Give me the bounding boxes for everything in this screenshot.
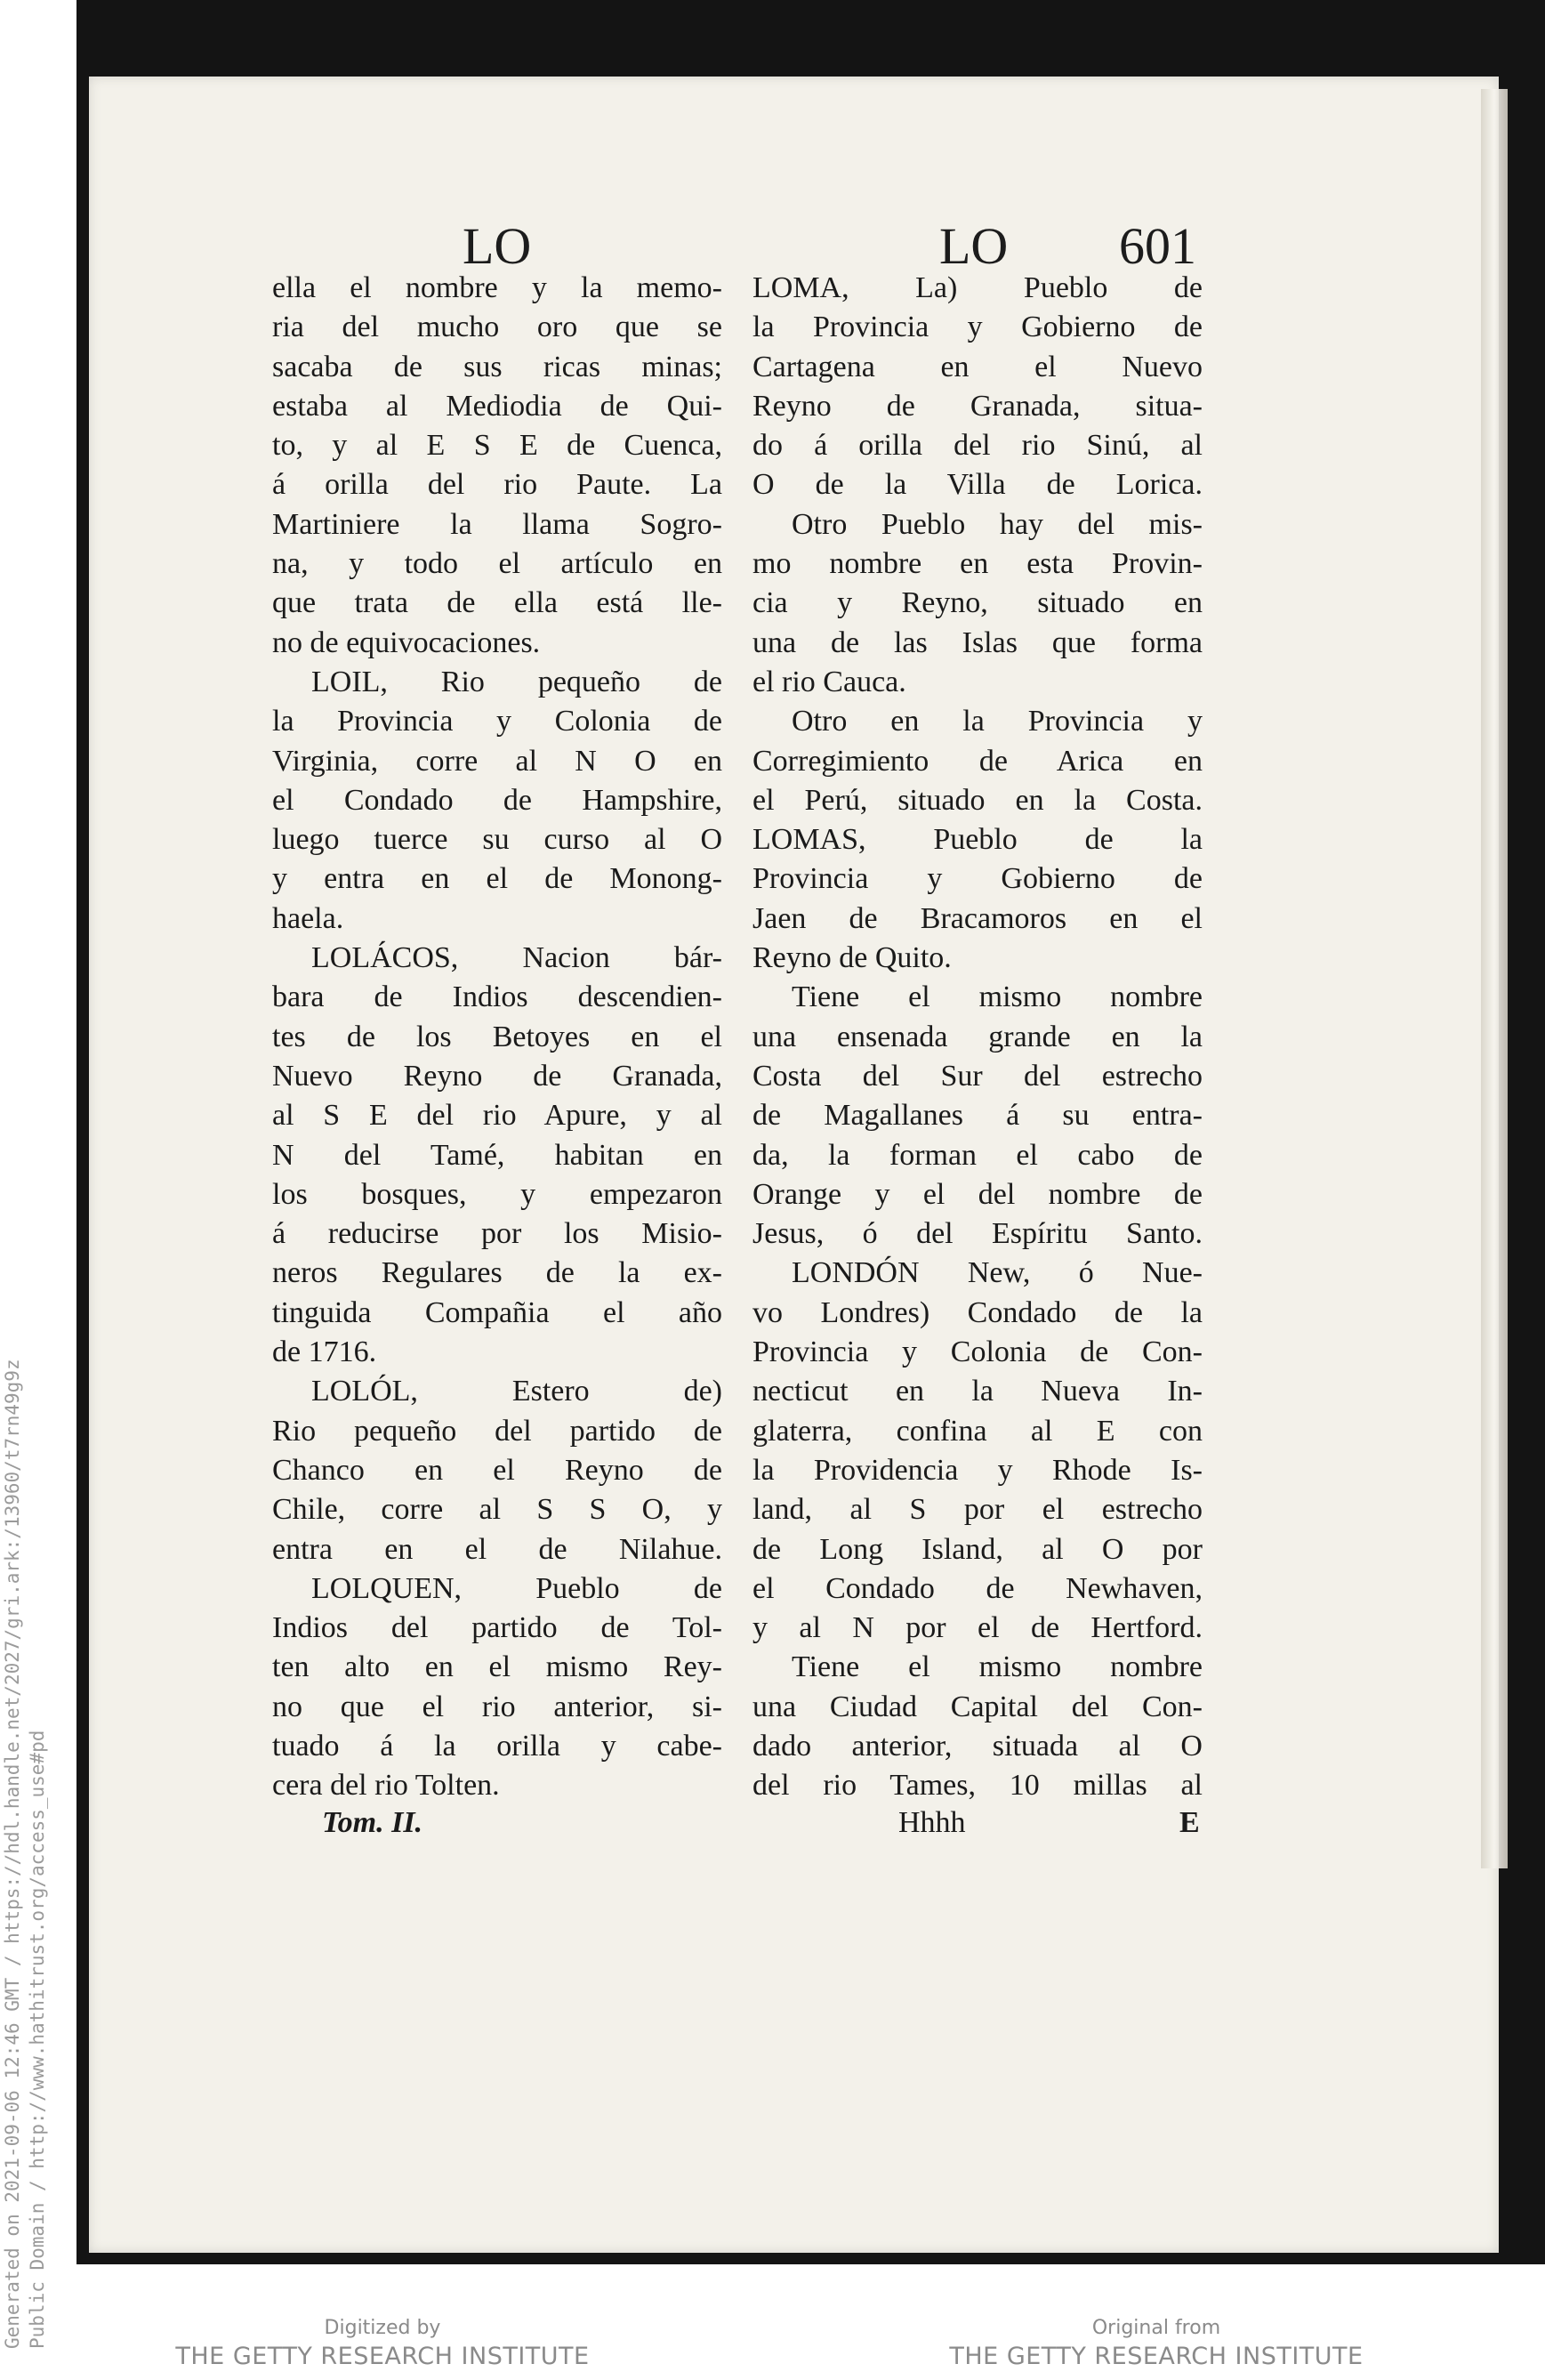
text-line: N del Tamé, habitan en xyxy=(272,1138,722,1172)
text-line: Reyno de Quito. xyxy=(752,941,952,975)
text-line: el Condado de Hampshire, xyxy=(272,783,722,817)
text-line: Provincia y Colonia de Con- xyxy=(752,1335,1203,1369)
text-line: Tiene el mismo nombre xyxy=(792,1650,1203,1684)
text-line: land, al S por el estrecho xyxy=(752,1493,1203,1527)
running-head-left: LO xyxy=(463,217,532,275)
digitized-by-attribution xyxy=(151,2315,614,2372)
text-line: LOIL, Rio pequeño de xyxy=(311,665,722,698)
text-line: Martiniere la llama Sogro- xyxy=(272,507,722,541)
text-line: la Provincia y Gobierno de xyxy=(752,311,1203,344)
text-line: Nuevo Reyno de Granada, xyxy=(272,1059,722,1093)
text-line: bara de Indios descendien- xyxy=(272,980,722,1014)
text-line: luego tuerce su curso al O xyxy=(272,823,722,857)
text-line: Rio pequeño del partido de xyxy=(272,1414,722,1448)
text-line: Tiene el mismo nombre xyxy=(792,980,1203,1014)
text-line: na, y todo el artículo en xyxy=(272,547,722,581)
text-line: una de las Islas que forma xyxy=(752,625,1203,659)
text-line: Cartagena en el Nuevo xyxy=(752,350,1203,383)
catchword: E xyxy=(1179,1806,1200,1839)
text-line: de Long Island, al O por xyxy=(752,1532,1203,1566)
text-line: da, la forman el cabo de xyxy=(752,1138,1203,1172)
text-line: cera del rio Tolten. xyxy=(272,1769,500,1803)
text-line: LOMAS, Pueblo de la xyxy=(752,823,1203,857)
text-line: el Perú, situado en la Costa. xyxy=(752,783,1203,817)
text-line: ella el nombre y la memo- xyxy=(272,271,722,304)
text-line: ten alto en el mismo Rey- xyxy=(272,1650,722,1684)
text-line: los bosques, y empezaron xyxy=(272,1177,722,1211)
text-line: LONDÓN New, ó Nue- xyxy=(792,1256,1203,1290)
text-line: entra en el de Nilahue. xyxy=(272,1532,722,1566)
text-line: LOLQUEN, Pueblo de xyxy=(311,1571,722,1605)
text-line: la Providencia y Rhode Is- xyxy=(752,1453,1203,1487)
text-line: Jaen de Bracamoros en el xyxy=(752,901,1203,935)
signature-mark: Hhhh xyxy=(898,1806,966,1839)
text-line: del rio Tames, 10 millas al xyxy=(752,1769,1203,1803)
text-line: tinguida Compañia el año xyxy=(272,1295,722,1329)
text-line: Provincia y Gobierno de xyxy=(752,862,1203,896)
text-line: de Magallanes á su entra- xyxy=(752,1099,1203,1133)
text-line: una Ciudad Capital del Con- xyxy=(752,1690,1203,1723)
digitized-by-label: Digitized by xyxy=(324,2317,441,2339)
text-line: al S E del rio Apure, y al xyxy=(272,1099,722,1133)
text-line: tes de los Betoyes en el xyxy=(272,1020,722,1053)
original-from-attribution xyxy=(925,2315,1388,2372)
text-line: haela. xyxy=(272,901,344,935)
text-line: á reducirse por los Misio- xyxy=(272,1217,722,1251)
right-text-column xyxy=(752,269,1203,1806)
text-line: que trata de ella está lle- xyxy=(272,586,722,620)
text-line: Chile, corre al S S O, y xyxy=(272,1493,722,1527)
text-line: LOMA, La) Pueblo de xyxy=(752,271,1203,304)
text-line: neros Regulares de la ex- xyxy=(272,1256,722,1290)
text-line: la Provincia y Colonia de xyxy=(272,705,722,738)
text-line: Indios del partido de Tol- xyxy=(272,1611,722,1645)
text-line: LOLÓL, Estero de) xyxy=(311,1375,722,1408)
text-line: Jesus, ó del Espíritu Santo. xyxy=(752,1217,1203,1251)
original-from-institution: THE GETTY RESEARCH INSTITUTE xyxy=(949,2343,1364,2370)
text-line: sacaba de sus ricas minas; xyxy=(272,350,722,383)
hathitrust-watermark xyxy=(0,1103,50,2349)
text-line: el Condado de Newhaven, xyxy=(752,1571,1203,1605)
text-line: Costa del Sur del estrecho xyxy=(752,1059,1203,1093)
text-line: ria del mucho oro que se xyxy=(272,311,722,344)
text-line: tuado á la orilla y cabe- xyxy=(272,1729,722,1763)
text-line: do á orilla del rio Sinú, al xyxy=(752,429,1203,463)
page-edge xyxy=(1481,89,1508,1868)
text-line: to, y al E S E de Cuenca, xyxy=(272,429,722,463)
original-from-label: Original from xyxy=(1091,2317,1221,2339)
text-line: el rio Cauca. xyxy=(752,665,906,698)
text-line: estaba al Mediodia de Qui- xyxy=(272,389,722,423)
text-line: Virginia, corre al N O en xyxy=(272,744,722,778)
text-line: y entra en el de Monong- xyxy=(272,862,722,896)
text-line: cia y Reyno, situado en xyxy=(752,586,1203,620)
watermark-line-generated: Generated on 2021-09-06 12:46 GMT / https://hdl.handle.net/2027/gri.ark:/13960/t7rn49g9z xyxy=(2,1359,23,2349)
digitized-by-institution: THE GETTY RESEARCH INSTITUTE xyxy=(175,2343,590,2370)
left-text-column xyxy=(272,269,722,1806)
text-line: LOLÁCOS, Nacion bár- xyxy=(311,941,722,975)
text-line: á orilla del rio Paute. La xyxy=(272,468,722,502)
text-line: no de equivocaciones. xyxy=(272,625,541,659)
text-line: glaterra, confina al E con xyxy=(752,1414,1203,1448)
text-line: de 1716. xyxy=(272,1335,377,1369)
text-line: y al N por el de Hertford. xyxy=(752,1611,1203,1645)
watermark-line-license: Public Domain / http://www.hathitrust.org/access_use#pd xyxy=(27,1730,48,2349)
text-line: dado anterior, situada al O xyxy=(752,1729,1203,1763)
text-line: no que el rio anterior, si- xyxy=(272,1690,722,1723)
text-line: Chanco en el Reyno de xyxy=(272,1453,722,1487)
text-line: Reyno de Granada, situa- xyxy=(752,389,1203,423)
text-line: una ensenada grande en la xyxy=(752,1020,1203,1053)
page-number: 601 xyxy=(1119,217,1196,275)
text-line: mo nombre en esta Provin- xyxy=(752,547,1203,581)
text-line: O de la Villa de Lorica. xyxy=(752,468,1203,502)
text-line: Corregimiento de Arica en xyxy=(752,744,1203,778)
running-head-right: LO xyxy=(939,217,1009,275)
text-line: Otro en la Provincia y xyxy=(792,705,1203,738)
text-line: Otro Pueblo hay del mis- xyxy=(792,507,1203,541)
volume-signature: Tom. II. xyxy=(322,1806,423,1839)
text-line: vo Londres) Condado de la xyxy=(752,1295,1203,1329)
text-line: Orange y el del nombre de xyxy=(752,1177,1203,1211)
text-line: necticut en la Nueva In- xyxy=(752,1375,1203,1408)
